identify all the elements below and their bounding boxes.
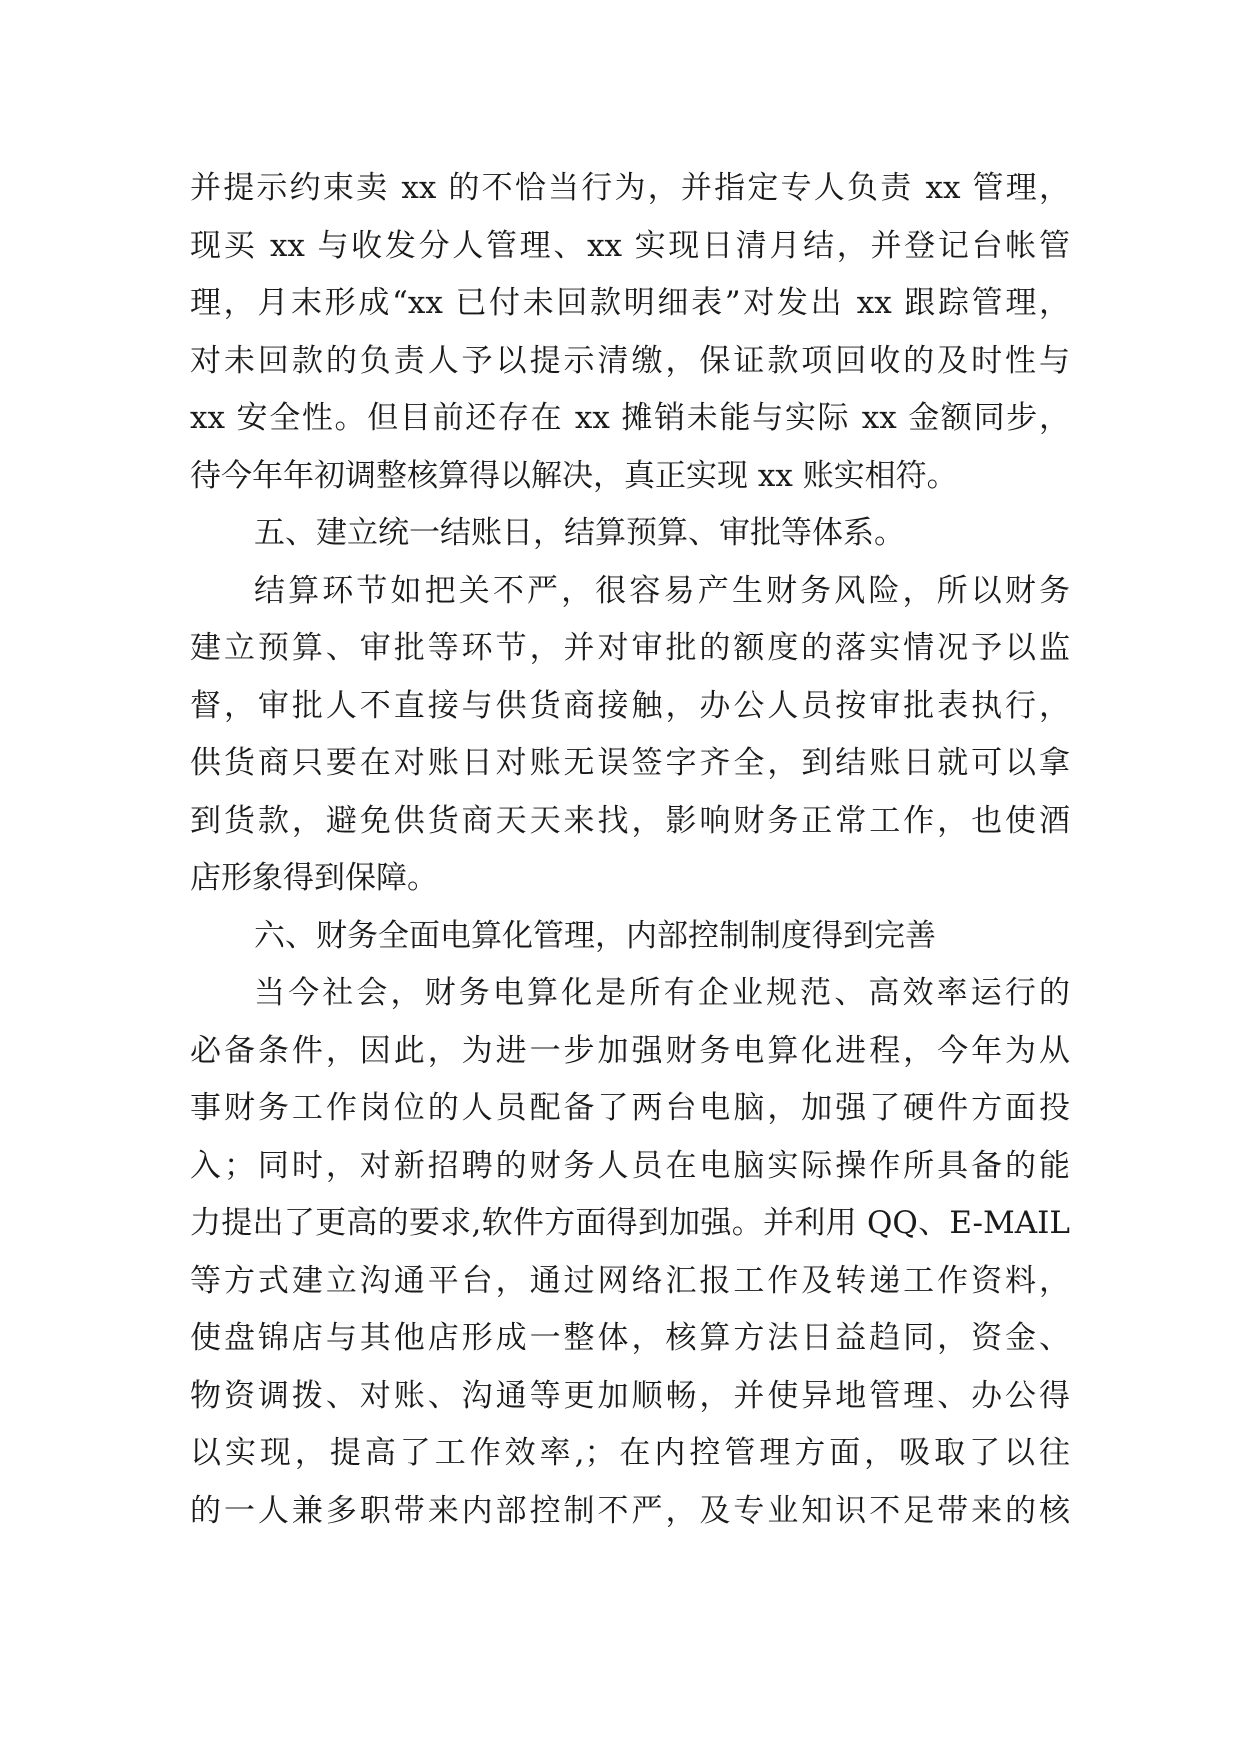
document-body: [190, 160, 1070, 1540]
text-line: 以实现，提高了工作效率,；在内控管理方面，吸取了以往: [190, 1435, 1070, 1471]
text-line: 六、财务全面电算化管理，内部控制制度得到完善: [254, 917, 936, 954]
text-line: 五、建立统一结账日，结算预算、审批等体系。: [254, 515, 905, 551]
text-line: xx 安全性。但目前还存在 xx 摊销未能与实际 xx 金额同步，: [190, 400, 1070, 436]
text-line: 力提出了更高的要求,软件方面得到加强。并利用 QQ、E-MAIL: [190, 1205, 1070, 1241]
text-line: 物资调拨、对账、沟通等更加顺畅，并使异地管理、办公得: [190, 1377, 1070, 1414]
text-line: 现买 xx 与收发分人管理、xx 实现日清月结，并登记台帐管: [190, 227, 1070, 264]
text-line: 店形象得到保障。: [190, 860, 438, 896]
text-line: 使盘锦店与其他店形成一整体，核算方法日益趋同，资金、: [190, 1320, 1070, 1356]
text-line: 并提示约束卖 xx 的不恰当行为，并指定专人负责 xx 管理，: [190, 170, 1070, 206]
text-line: 到货款，避免供货商天天来找，影响财务正常工作，也使酒: [190, 802, 1070, 839]
text-line: 待今年年初调整核算得以解决，真正实现 xx 账实相符。: [190, 457, 958, 494]
text-line: 事财务工作岗位的人员配备了两台电脑，加强了硬件方面投: [190, 1090, 1070, 1126]
text-line: 建立预算、审批等环节，并对审批的额度的落实情况予以监: [190, 630, 1070, 666]
text-line: 结算环节如把关不严，很容易产生财务风险，所以财务: [254, 572, 1070, 609]
text-line: 必备条件，因此，为进一步加强财务电算化进程，今年为从: [190, 1032, 1070, 1069]
text-line: 理，月末形成“xx 已付未回款明细表”对发出 xx 跟踪管理，: [190, 285, 1070, 321]
text-line: 对未回款的负责人予以提示清缴，保证款项回收的及时性与: [190, 342, 1070, 379]
text-line: 等方式建立沟通平台，通过网络汇报工作及转递工作资料，: [190, 1262, 1070, 1299]
text-line: 当今社会，财务电算化是所有企业规范、高效率运行的: [254, 975, 1070, 1011]
text-line: 供货商只要在对账日对账无误签字齐全，到结账日就可以拿: [190, 745, 1070, 781]
text-line: 入；同时，对新招聘的财务人员在电脑实际操作所具备的能: [190, 1147, 1070, 1184]
text-line: 的一人兼多职带来内部控制不严，及专业知识不足带来的核: [190, 1492, 1070, 1529]
text-line: 督，审批人不直接与供货商接触，办公人员按审批表执行，: [190, 687, 1070, 724]
